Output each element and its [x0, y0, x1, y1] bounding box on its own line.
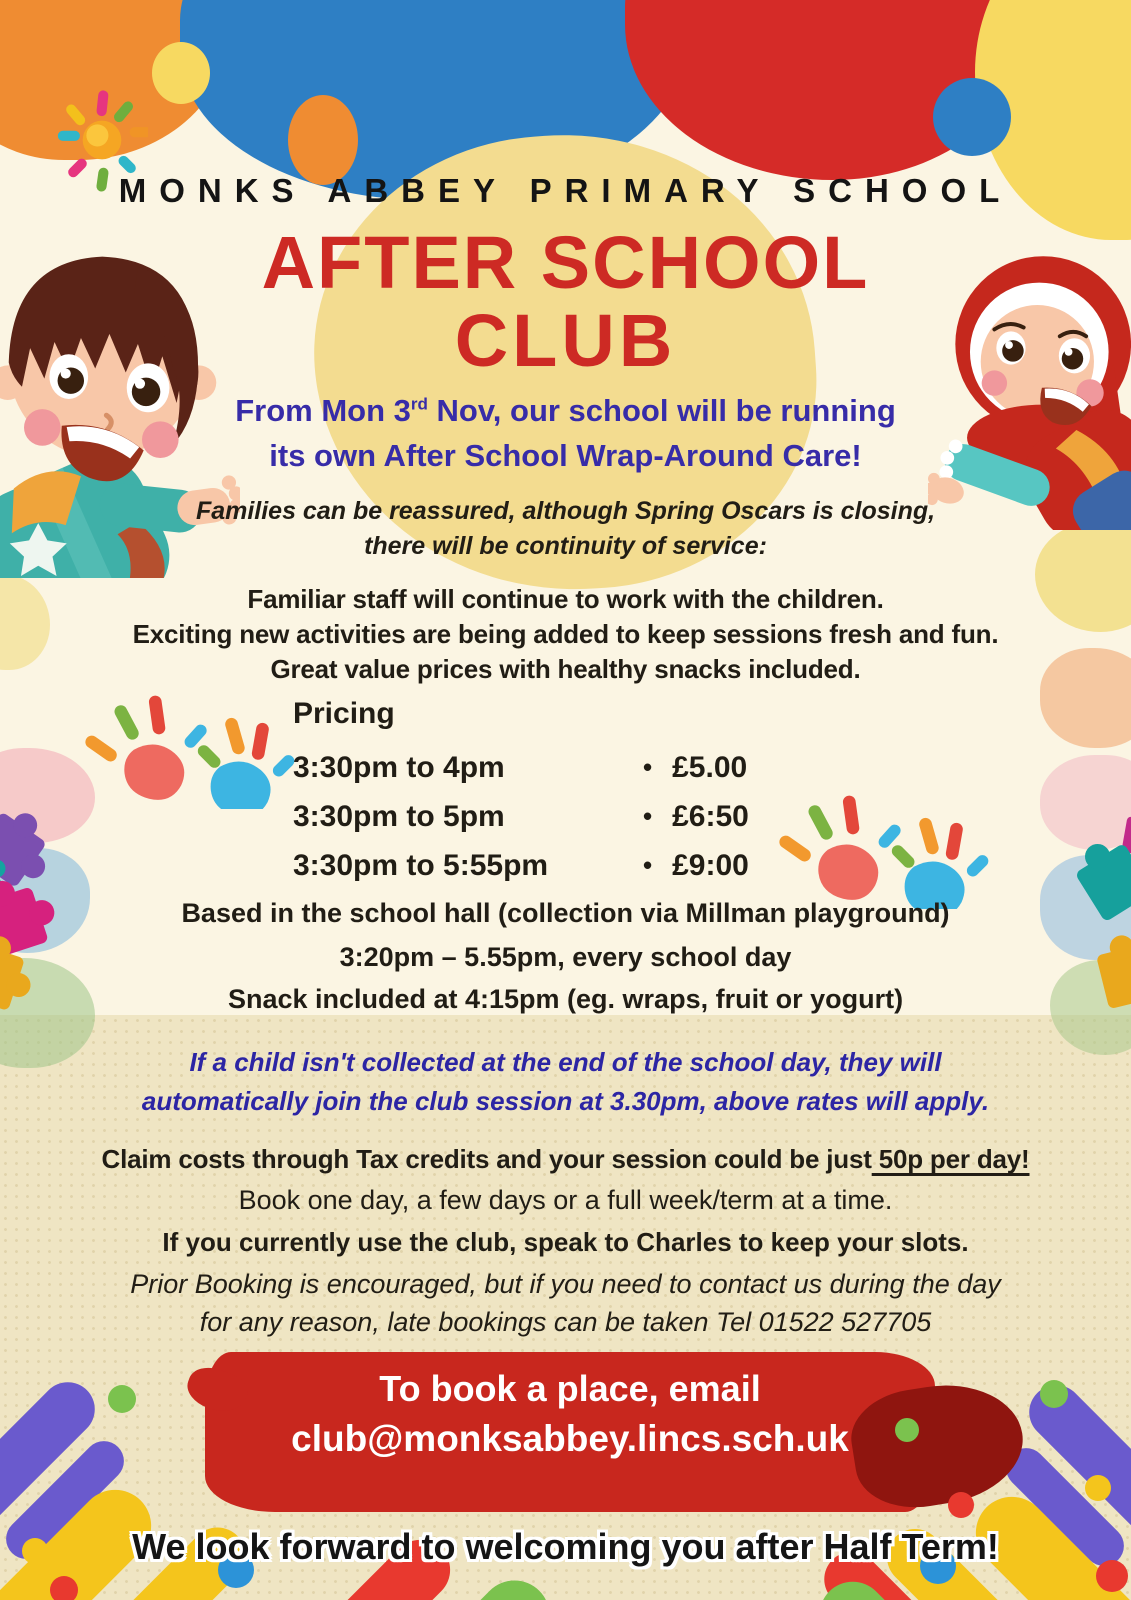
top-circle-yellow: [152, 42, 210, 104]
time-label: 3:30pm to 5:55pm: [293, 849, 549, 882]
paint-dot: [50, 1576, 78, 1600]
pricing-row: [293, 743, 749, 792]
paint-dot: [948, 1492, 974, 1518]
cta-email: club@monksabbey.lincs.sch.uk: [291, 1418, 849, 1459]
pricing-heading: Pricing: [293, 697, 395, 730]
footer-message: We look forward to welcoming you after Half Term!: [132, 1526, 999, 1567]
cta-line1: To book a place, email: [379, 1368, 761, 1409]
handprints-icon: [78, 682, 298, 809]
benefit-line: Familiar staff will continue to work with the children.: [247, 584, 884, 614]
prior-booking-note-line1: Prior Booking is encouraged, but if you need to contact us during the day: [130, 1269, 1001, 1299]
announcement-line2: its own After School Wrap-Around Care!: [269, 438, 862, 473]
flyer-title-line2: CLUB: [454, 299, 677, 382]
booking-line: If you currently use the club, speak to Charles to keep your slots.: [162, 1227, 969, 1257]
claim-text: Claim costs through Tax credits and your session could be just: [101, 1144, 872, 1174]
time-label: 3:30pm to 4pm: [293, 751, 505, 784]
prior-booking-note-line2: for any reason, late bookings can be taken Tel 01522 527705: [199, 1307, 932, 1337]
claim-line: [0, 1144, 1131, 1175]
late-collection-note-line2: automatically join the club session at 3.30pm, above rates will apply.: [141, 1086, 990, 1116]
cta-banner: [205, 1352, 935, 1512]
paint-dot: [1085, 1475, 1111, 1501]
reassurance-line2: there will be continuity of service:: [364, 532, 767, 560]
announcement-ordinal: rd: [410, 394, 428, 414]
benefit-line: Exciting new activities are being added to keep sessions fresh and fun.: [132, 619, 999, 649]
time-label: 3:30pm to 5pm: [293, 800, 505, 833]
pricing-row: [293, 792, 749, 841]
details-line: 3:20pm – 5.55pm, every school day: [339, 942, 792, 972]
benefit-line: Great value prices with healthy snacks included.: [270, 654, 861, 684]
handprints-right-icon: [772, 782, 992, 909]
bullet-icon: •: [643, 752, 653, 782]
pricing-row: [293, 841, 749, 890]
paint-dot: [108, 1385, 136, 1413]
price-value: £9:00: [672, 849, 749, 882]
school-name: MONKS ABBEY PRIMARY SCHOOL: [118, 172, 1013, 209]
paint-dot: [1040, 1380, 1068, 1408]
announcement-line1: [0, 393, 1131, 429]
paint-dot: [895, 1418, 919, 1442]
details-line: Based in the school hall (collection via Millman playground): [181, 898, 950, 928]
details-line: Snack included at 4:15pm (eg. wraps, fruit or yogurt): [227, 984, 904, 1014]
bullet-icon: •: [643, 801, 653, 831]
announcement-pre: From Mon 3: [235, 393, 411, 428]
claim-highlight: 50p per day!: [871, 1144, 1030, 1174]
booking-line: Book one day, a few days or a full week/term at a time.: [238, 1185, 893, 1215]
flyer-title-line1: AFTER SCHOOL: [261, 221, 870, 304]
price-value: £6:50: [672, 800, 749, 833]
announcement-post: Nov, our school will be running: [427, 393, 896, 428]
pricing-section: [293, 697, 749, 890]
price-value: £5.00: [672, 751, 748, 784]
reassurance-line1: Families can be reassured, although Spring Oscars is closing,: [195, 497, 936, 525]
top-circle-blue: [933, 78, 1011, 156]
bullet-icon: •: [643, 850, 653, 880]
late-collection-note-line1: If a child isn't collected at the end of the school day, they will: [189, 1047, 942, 1077]
